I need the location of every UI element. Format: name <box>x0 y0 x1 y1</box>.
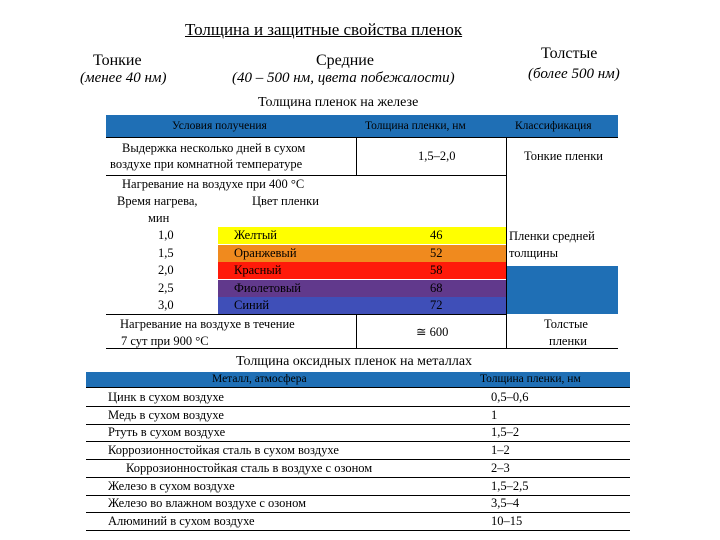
iron-last-condition-line2: 7 сут при 900 °С <box>121 334 209 348</box>
time-header-line1: Время нагрева, <box>117 194 198 208</box>
metal-thickness: 1 <box>491 407 498 422</box>
heating-thickness: 52 <box>430 245 443 260</box>
heating-color: Красный <box>234 263 282 278</box>
category-thick-label: Толстые <box>541 45 598 62</box>
metal-name: Коррозионностойкая сталь в сухом воздухе <box>108 443 339 458</box>
iron-grid-line <box>106 137 618 138</box>
heating-time: 1,0 <box>158 228 174 242</box>
iron-row1-class: Тонкие пленки <box>524 149 603 163</box>
metal-table-title: Толщина оксидных пленок на металлах <box>236 354 473 369</box>
iron-header-thickness: Толщина пленки, нм <box>365 120 466 132</box>
iron-last-class-line2: пленки <box>549 334 587 348</box>
metal-thickness: 3,5–4 <box>491 496 520 511</box>
iron-row1-thickness: 1,5–2,0 <box>418 149 456 163</box>
iron-last-thickness: ≅ 600 <box>416 325 449 339</box>
category-thick-range: (более 500 нм) <box>528 66 620 82</box>
category-medium-range: (40 – 500 нм, цвета побежалости) <box>232 70 455 86</box>
metal-name: Железо во влажном воздухе с озоном <box>108 496 307 511</box>
metal-thickness: 1–2 <box>491 443 510 458</box>
iron-last-condition-line1: Нагревание на воздухе в течение <box>120 317 295 331</box>
iron-grid-line <box>356 314 357 348</box>
heating-thickness: 68 <box>430 280 443 295</box>
iron-row1-condition-line1: Выдержка несколько дней в сухом <box>122 141 306 155</box>
heating-time: 2,0 <box>158 263 174 278</box>
heating-color: Оранжевый <box>234 245 297 260</box>
metal-header-metal: Металл, атмосфера <box>212 373 307 385</box>
metal-header-thickness: Толщина пленки, нм <box>480 373 581 385</box>
medium-class-line1: Пленки средней <box>509 229 595 243</box>
metal-grid-line <box>86 530 630 531</box>
metal-thickness: 10–15 <box>491 513 523 528</box>
metal-thickness: 0,5–0,6 <box>491 390 529 404</box>
iron-grid-line <box>356 137 357 175</box>
heating-thickness: 46 <box>430 228 443 242</box>
iron-grid-line <box>506 137 507 348</box>
medium-class-line2: толщины <box>509 246 559 260</box>
category-thin-range: (менее 40 нм) <box>80 70 167 86</box>
heating-thickness: 58 <box>430 263 443 278</box>
metal-thickness: 2–3 <box>491 460 510 475</box>
iron-header-conditions: Условия получения <box>172 120 267 132</box>
iron-last-class-line1: Толстые <box>544 317 588 331</box>
heating-time: 3,0 <box>158 298 174 313</box>
category-medium-label: Средние <box>316 52 374 69</box>
heating-title: Нагревание на воздухе при 400 °С <box>122 177 305 191</box>
metal-name: Железо в сухом воздухе <box>108 478 235 493</box>
page-title: Толщина и защитные свойства пленок <box>185 20 463 39</box>
metal-name: Цинк в сухом воздухе <box>108 390 224 404</box>
metal-name: Медь в сухом воздухе <box>108 407 224 422</box>
heating-color: Синий <box>234 298 270 313</box>
heating-color: Желтый <box>234 228 277 242</box>
iron-table-title: Толщина пленок на железе <box>258 95 419 110</box>
color-header: Цвет пленки <box>252 194 319 208</box>
heating-thickness: 72 <box>430 298 443 313</box>
heating-time: 2,5 <box>158 280 174 295</box>
metal-name: Коррозионностойкая сталь в воздухе с озоном <box>126 460 373 475</box>
metal-name: Алюминий в сухом воздухе <box>108 513 255 528</box>
iron-grid-line <box>106 175 506 176</box>
iron-grid-line <box>106 314 506 315</box>
iron-header-classification: Классификация <box>515 120 592 132</box>
metal-thickness: 1,5–2,5 <box>491 478 529 493</box>
category-thin-label: Тонкие <box>93 52 142 69</box>
heating-color: Фиолетовый <box>234 280 301 295</box>
iron-row1-condition-line2: воздухе при комнатной температуре <box>110 157 303 171</box>
heating-time: 1,5 <box>158 245 174 260</box>
time-header-line2: мин <box>148 211 170 225</box>
metal-grid-line <box>86 387 630 388</box>
metal-name: Ртуть в сухом воздухе <box>108 425 226 440</box>
metal-thickness: 1,5–2 <box>491 425 520 440</box>
